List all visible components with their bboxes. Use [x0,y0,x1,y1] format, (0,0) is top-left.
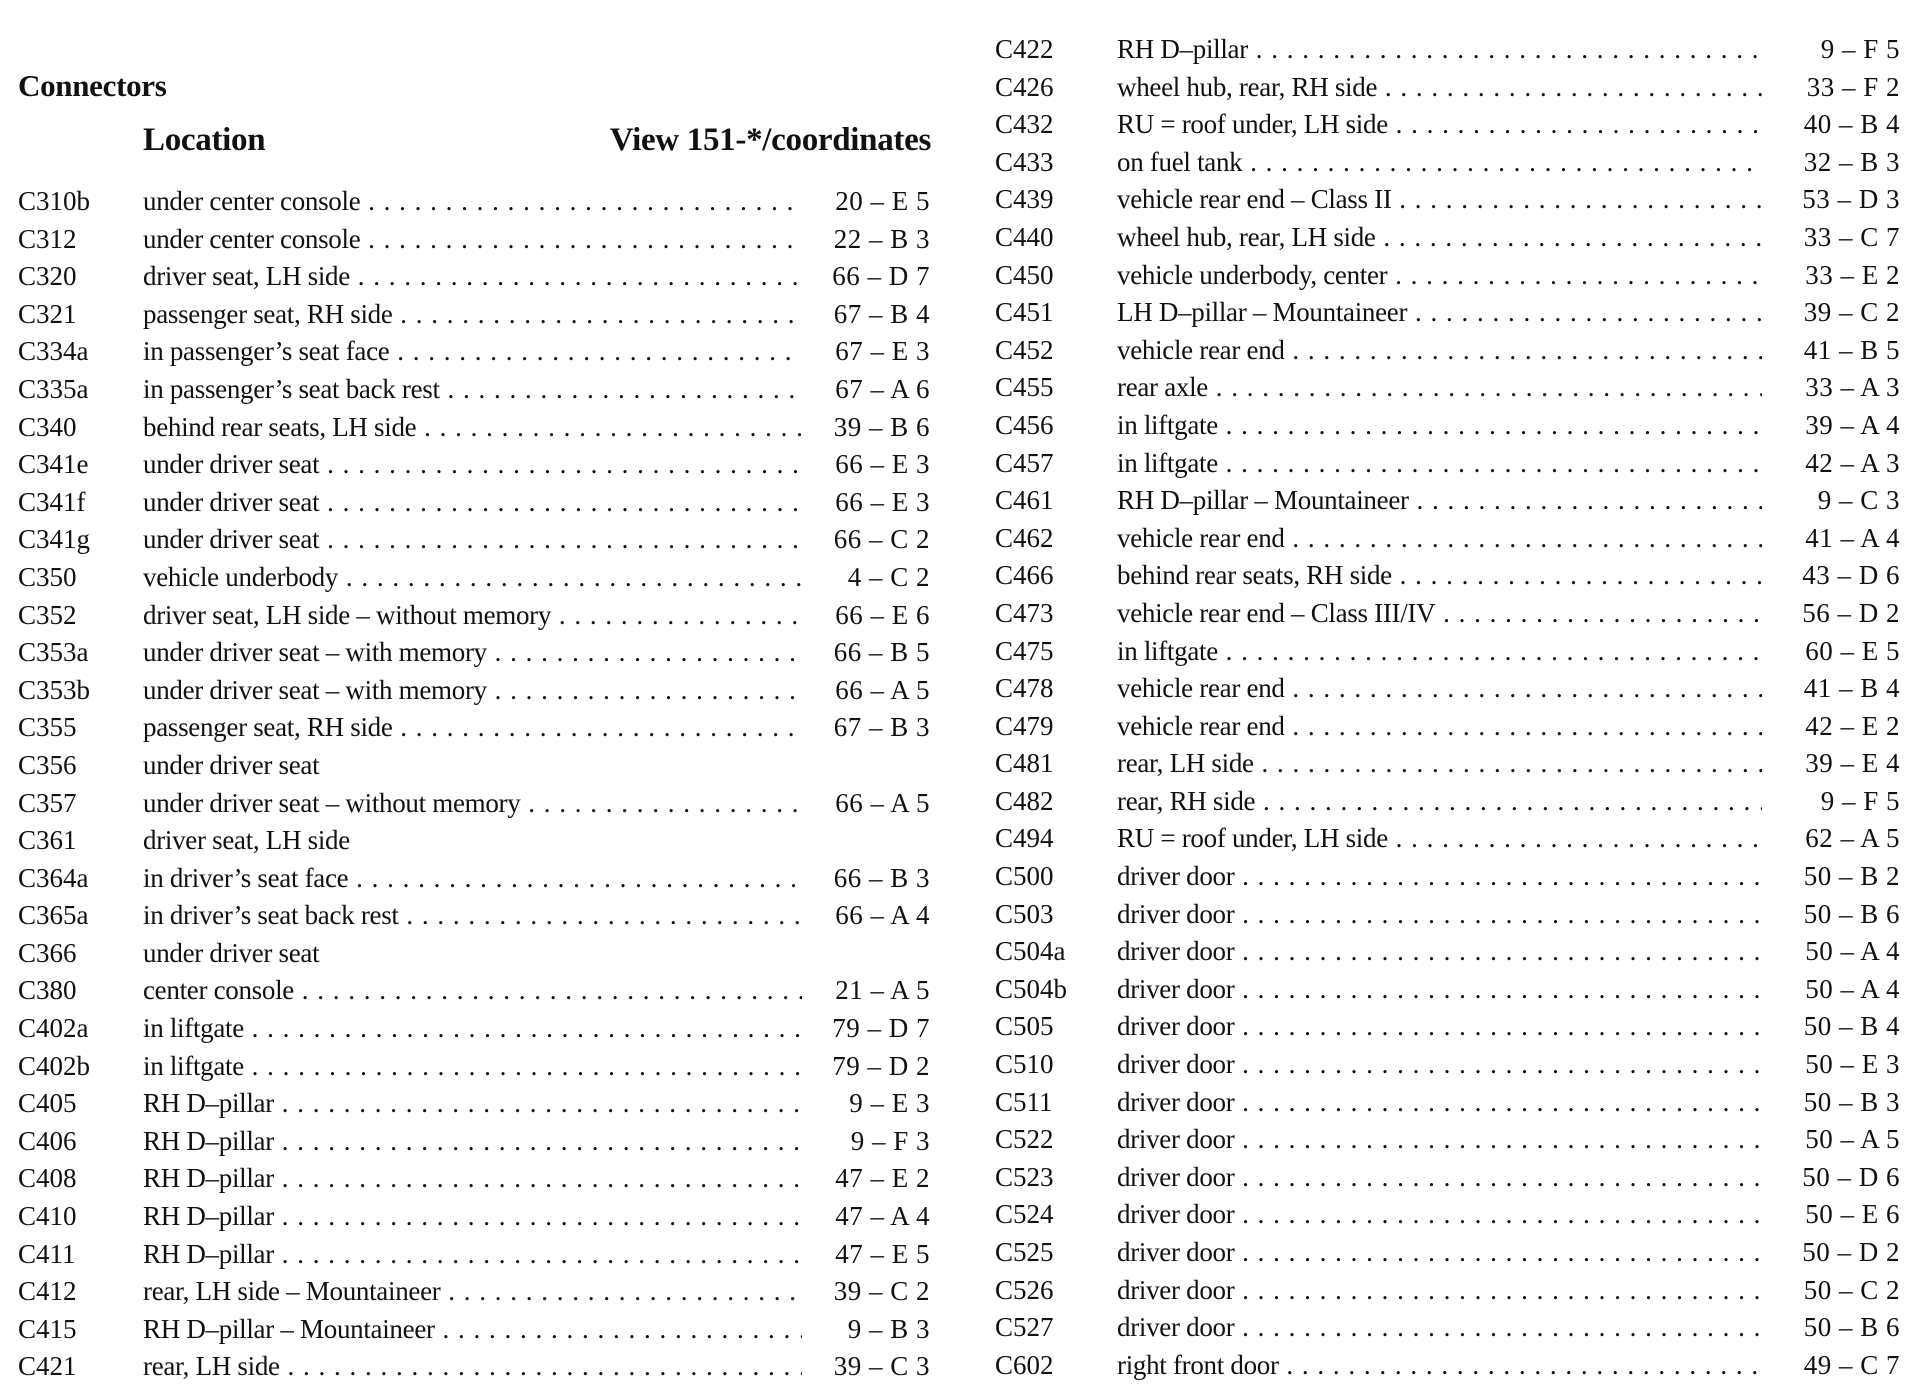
connector-code: C524 [995,1199,1054,1230]
connector-view-coordinates: 33 – A 3 [1772,369,1900,407]
connector-code: C511 [995,1086,1053,1117]
connector-location: behind rear seats, RH side . . . [1117,557,1762,595]
connector-row [995,369,1900,407]
connector-location: vehicle rear end . . . [1117,520,1762,558]
connector-view-coordinates: 9 – B 3 [802,1311,930,1349]
connector-location: driver door . . . [1117,1084,1762,1122]
connector-row [995,520,1900,558]
connector-view-coordinates: 41 – B 5 [1772,332,1900,370]
connector-location: under driver seat . . . [143,521,803,559]
connector-view-coordinates: 66 – A 5 [802,672,930,710]
connector-location: in driver’s seat face . . . [143,860,803,898]
connector-location: driver door . . . [1117,933,1762,971]
connector-view-coordinates: 66 – A 4 [802,897,930,935]
connector-view-coordinates: 39 – A 4 [1772,407,1900,445]
connector-row [995,1046,1900,1084]
connector-location: RH D–pillar . . . [143,1160,803,1198]
connector-view-coordinates: 50 – B 3 [1772,1084,1900,1122]
connector-view-coordinates: 66 – D 7 [802,258,930,296]
connector-view-coordinates: 9 – F 3 [802,1123,930,1161]
connector-code: C466 [995,560,1054,591]
connector-code: C355 [18,712,77,743]
connector-row [995,971,1900,1009]
right-connector-list [995,31,1900,1384]
connector-row [18,333,930,371]
connector-code: C412 [18,1276,77,1307]
connector-row [18,860,930,898]
connector-location: wheel hub, rear, RH side . . . [1117,69,1762,107]
connector-row [995,1008,1900,1046]
connector-view-coordinates: 9 – E 3 [802,1085,930,1123]
connector-row [995,181,1900,219]
connector-location: driver door . . . [1117,971,1762,1009]
connector-code: C523 [995,1161,1054,1192]
connector-row [18,709,930,747]
connector-code: C451 [995,297,1054,328]
connector-location: in liftgate . . . [143,1048,803,1086]
connector-view-coordinates: 49 – C 7 [1772,1347,1900,1385]
connector-location: in passenger’s seat back rest . . . [143,371,803,409]
connector-row [995,219,1900,257]
connector-row [995,820,1900,858]
connector-code: C602 [995,1349,1054,1380]
connector-location: RU = roof under, LH side . . . [1117,106,1762,144]
connector-row [995,896,1900,934]
connector-code: C440 [995,221,1054,252]
connector-row [18,972,930,1010]
connector-view-coordinates: 67 – E 3 [802,333,930,371]
connector-code: C526 [995,1274,1054,1305]
connector-view-coordinates: 21 – A 5 [802,972,930,1010]
connector-location: under driver seat . . . [143,484,803,522]
view-column-header: View 151-*/coordinates [609,122,931,158]
connector-code: C475 [995,635,1054,666]
connector-location: vehicle rear end – Class III/IV . . . [1117,595,1762,633]
connector-code: C473 [995,597,1054,628]
connector-view-coordinates: 53 – D 3 [1772,181,1900,219]
connector-location: driver seat, LH side . . . [143,258,803,296]
connector-view-coordinates: 40 – B 4 [1772,106,1900,144]
connector-code: C364a [18,862,89,893]
connector-location: under driver seat [143,749,320,780]
connector-row [18,1273,930,1311]
left-connector-list [18,183,930,1386]
connector-location: driver seat, LH side – without memory . . . [143,597,803,635]
connector-row [995,1084,1900,1122]
connector-code: C335a [18,373,89,404]
connector-location: RH D–pillar . . . [143,1198,803,1236]
connector-view-coordinates: 50 – C 2 [1772,1272,1900,1310]
connector-row [18,258,930,296]
connector-view-coordinates: 47 – E 5 [802,1236,930,1274]
connector-row [995,1347,1900,1385]
connector-row [995,144,1900,182]
connector-view-coordinates: 43 – D 6 [1772,557,1900,595]
connector-code: C408 [18,1163,77,1194]
connector-code: C494 [995,823,1054,854]
connector-code: C341f [18,486,86,517]
connector-location: RH D–pillar . . . [1117,31,1762,69]
connector-view-coordinates: 67 – B 3 [802,709,930,747]
connector-view-coordinates: 9 – F 5 [1772,31,1900,69]
connector-row [995,445,1900,483]
connector-code: C380 [18,975,77,1006]
connector-view-coordinates: 62 – A 5 [1772,820,1900,858]
connector-code: C353b [18,674,91,705]
connector-code: C450 [995,259,1054,290]
connector-view-coordinates: 79 – D 7 [802,1010,930,1048]
connector-view-coordinates: 66 – B 3 [802,860,930,898]
connector-location: under driver seat – with memory . . . [143,634,803,672]
connector-view-coordinates: 50 – A 4 [1772,933,1900,971]
connector-code: C402a [18,1013,89,1044]
connector-code: C341e [18,449,89,480]
connector-row [995,1121,1900,1159]
connector-row [18,559,930,597]
connector-location: vehicle rear end – Class II . . . [1117,181,1762,219]
connector-location: in liftgate . . . [1117,407,1762,445]
connector-location: rear, LH side . . . [1117,745,1762,783]
connector-view-coordinates: 50 – B 6 [1772,1309,1900,1347]
connector-row [18,1236,930,1274]
connector-code: C341g [18,524,91,555]
connector-code: C421 [18,1351,77,1382]
connector-code: C352 [18,599,77,630]
connector-view-coordinates: 33 – F 2 [1772,69,1900,107]
connector-view-coordinates: 39 – B 6 [802,409,930,447]
connector-code: C503 [995,898,1054,929]
connector-row [18,446,930,484]
connector-row [995,332,1900,370]
connector-view-coordinates: 33 – C 7 [1772,219,1900,257]
connector-view-coordinates: 39 – C 3 [802,1348,930,1386]
connector-code: C527 [995,1312,1054,1343]
connector-row [18,221,930,259]
connector-location: vehicle underbody . . . [143,559,803,597]
connector-view-coordinates: 66 – E 3 [802,484,930,522]
connector-view-coordinates: 66 – C 2 [802,521,930,559]
connector-code: C456 [995,409,1054,440]
connector-view-coordinates: 39 – C 2 [802,1273,930,1311]
connector-code: C415 [18,1313,77,1344]
connector-location: under driver seat – with memory . . . [143,672,803,710]
connector-code: C402b [18,1050,91,1081]
connector-code: C366 [18,937,77,968]
connector-row [995,595,1900,633]
connector-code: C525 [995,1237,1054,1267]
connector-location: RH D–pillar . . . [143,1236,803,1274]
connector-row [995,407,1900,445]
connector-location: center console . . . [143,972,803,1010]
connector-code: C422 [995,34,1054,64]
connector-location: driver door . . . [1117,1121,1762,1159]
connector-view-coordinates: 47 – A 4 [802,1198,930,1236]
connector-location: driver door . . . [1117,1196,1762,1234]
connector-row [995,1234,1900,1272]
connector-view-coordinates: 4 – C 2 [802,559,930,597]
connector-view-coordinates: 39 – E 4 [1772,745,1900,783]
connector-view-coordinates: 50 – A 4 [1772,971,1900,1009]
connector-view-coordinates: 50 – D 2 [1772,1234,1900,1272]
connector-row [18,484,930,522]
connector-view-coordinates: 67 – A 6 [802,371,930,409]
connector-row [18,371,930,409]
connector-view-coordinates: 33 – E 2 [1772,257,1900,295]
connector-view-coordinates: 50 – A 5 [1772,1121,1900,1159]
connector-code: C479 [995,710,1054,741]
connector-location: vehicle rear end . . . [1117,708,1762,746]
connector-location: on fuel tank . . . [1117,144,1762,182]
connector-location: RH D–pillar . . . [143,1085,803,1123]
connector-location: RH D–pillar – Mountaineer . . . [143,1311,803,1349]
connector-code: C320 [18,261,77,292]
connector-view-coordinates: 60 – E 5 [1772,633,1900,671]
connector-code: C405 [18,1088,77,1119]
connector-row [995,633,1900,671]
connector-location: behind rear seats, LH side . . . [143,409,803,447]
connector-row [18,1085,930,1123]
connector-code: C410 [18,1201,77,1232]
connector-code: C457 [995,447,1054,478]
connector-location: under driver seat – without memory . . . [143,785,803,823]
connector-code: C455 [995,372,1054,403]
connector-view-coordinates: 66 – A 5 [802,785,930,823]
connector-location: in liftgate . . . [1117,633,1762,671]
connector-location: vehicle rear end . . . [1117,670,1762,708]
connector-row [18,935,930,973]
connector-view-coordinates: 41 – B 4 [1772,670,1900,708]
connector-location: driver door . . . [1117,1309,1762,1347]
connector-location: driver door . . . [1117,1159,1762,1197]
connector-row [18,183,930,221]
connector-location: wheel hub, rear, LH side . . . [1117,219,1762,257]
connector-code: C500 [995,861,1054,892]
connector-row [995,557,1900,595]
connector-location: RU = roof under, LH side . . . [1117,820,1762,858]
connector-code: C481 [995,748,1054,779]
connector-view-coordinates: 39 – C 2 [1772,294,1900,332]
connector-code: C482 [995,785,1054,816]
connector-row [18,296,930,334]
connector-view-coordinates: 50 – B 2 [1772,858,1900,896]
connector-location: vehicle underbody, center . . . [1117,257,1762,295]
location-column-header: Location [143,122,266,158]
connector-view-coordinates: 50 – B 4 [1772,1008,1900,1046]
connector-view-coordinates: 42 – A 3 [1772,445,1900,483]
connector-location: rear, LH side . . . [143,1348,803,1386]
connector-code: C334a [18,336,89,367]
connector-row [995,1272,1900,1310]
connector-row [995,858,1900,896]
connector-location: driver door . . . [1117,896,1762,934]
connector-view-coordinates: 20 – E 5 [802,183,930,221]
connector-view-coordinates: 42 – E 2 [1772,708,1900,746]
connector-row [18,1311,930,1349]
connector-code: C353a [18,637,89,668]
connector-row [18,1160,930,1198]
connector-code: C321 [18,298,77,329]
connector-view-coordinates: 9 – C 3 [1772,482,1900,520]
connector-location: rear, LH side – Mountaineer . . . [143,1273,803,1311]
connector-code: C310b [18,186,91,216]
connector-row [995,106,1900,144]
connector-row [18,1048,930,1086]
connector-location: in driver’s seat back rest . . . [143,897,803,935]
connector-code: C350 [18,561,77,592]
connector-row [18,1198,930,1236]
connector-row [18,634,930,672]
connector-location: under driver seat . . . [143,446,803,484]
connector-code: C406 [18,1125,77,1156]
connector-view-coordinates: 67 – B 4 [802,296,930,334]
connector-row [995,482,1900,520]
connector-view-coordinates: 47 – E 2 [802,1160,930,1198]
connector-row [995,257,1900,295]
connector-location: RH D–pillar . . . [143,1123,803,1161]
connector-row [995,933,1900,971]
connector-view-coordinates: 9 – F 5 [1772,783,1900,821]
connector-row [995,69,1900,107]
connector-code: C452 [995,334,1054,365]
connector-location: under center console . . . [143,221,803,259]
connector-code: C510 [995,1049,1054,1080]
connector-row [995,1309,1900,1347]
connector-row [18,1010,930,1048]
connector-row [18,672,930,710]
connector-view-coordinates: 66 – E 3 [802,446,930,484]
connector-row [18,822,930,860]
connector-location: under center console . . . [143,183,803,221]
connector-view-coordinates: 50 – D 6 [1772,1159,1900,1197]
connector-location: LH D–pillar – Mountaineer . . . [1117,294,1762,332]
connector-row [995,708,1900,746]
connector-row [18,747,930,785]
connector-row [995,1159,1900,1197]
connector-code: C439 [995,184,1054,215]
connector-location: driver door . . . [1117,1234,1762,1272]
connector-code: C356 [18,749,77,780]
connector-location: driver door . . . [1117,858,1762,896]
connector-code: C461 [995,485,1054,516]
connector-row [18,1123,930,1161]
connector-location: in liftgate . . . [1117,445,1762,483]
connector-row [18,409,930,447]
connector-location: driver door . . . [1117,1008,1762,1046]
connector-row [995,1196,1900,1234]
connector-row [995,294,1900,332]
connector-code: C433 [995,146,1054,177]
connector-row [18,1348,930,1386]
connector-row [995,745,1900,783]
connector-row [18,785,930,823]
connector-location: rear axle . . . [1117,369,1762,407]
connector-row [18,597,930,635]
connector-location: passenger seat, RH side . . . [143,709,803,747]
connector-code: C361 [18,825,77,856]
connector-row [18,521,930,559]
connector-code: C312 [18,223,77,254]
connector-code: C522 [995,1124,1054,1155]
connector-location: driver door . . . [1117,1046,1762,1084]
connector-row [18,897,930,935]
connector-view-coordinates: 50 – B 6 [1772,896,1900,934]
connector-location: rear, RH side . . . [1117,783,1762,821]
connector-location: right front door . . . [1117,1347,1762,1385]
connector-code: C340 [18,411,77,442]
connector-location: in passenger’s seat face . . . [143,333,803,371]
connector-row [995,783,1900,821]
connector-code: C462 [995,522,1054,553]
connector-code: C426 [995,71,1054,102]
connector-location: vehicle rear end . . . [1117,332,1762,370]
connector-view-coordinates: 50 – E 3 [1772,1046,1900,1084]
connector-location: driver door . . . [1117,1272,1762,1310]
connector-code: C505 [995,1011,1054,1042]
connector-view-coordinates: 66 – B 5 [802,634,930,672]
connector-location: in liftgate . . . [143,1010,803,1048]
connector-code: C411 [18,1238,76,1269]
connector-row [995,31,1900,69]
connector-code: C504a [995,936,1066,967]
connector-location: passenger seat, RH side . . . [143,296,803,334]
connector-view-coordinates: 50 – E 6 [1772,1196,1900,1234]
connector-view-coordinates: 79 – D 2 [802,1048,930,1086]
connector-code: C478 [995,673,1054,704]
connector-view-coordinates: 41 – A 4 [1772,520,1900,558]
connector-code: C432 [995,109,1054,140]
connector-row [995,670,1900,708]
connector-view-coordinates: 66 – E 6 [802,597,930,635]
connector-location: under driver seat [143,937,320,968]
connector-view-coordinates: 56 – D 2 [1772,595,1900,633]
connector-location: RH D–pillar – Mountaineer . . . [1117,482,1762,520]
connector-view-coordinates: 22 – B 3 [802,221,930,259]
connector-view-coordinates: 32 – B 3 [1772,144,1900,182]
page-title: Connectors [18,68,167,103]
connector-code: C504b [995,973,1068,1004]
connector-location: driver seat, LH side [143,825,350,856]
connector-code: C365a [18,900,89,931]
connector-code: C357 [18,787,77,818]
